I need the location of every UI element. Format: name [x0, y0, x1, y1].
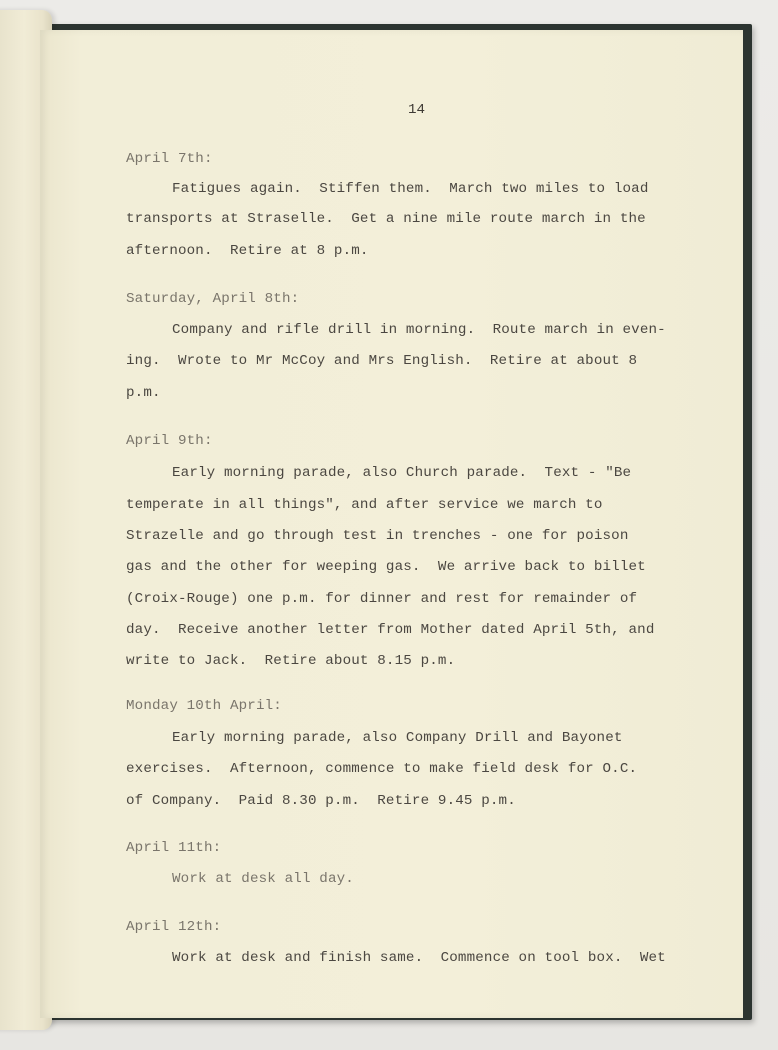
entry-heading: April 9th: [126, 433, 213, 449]
entry-line: Work at desk all day. [172, 871, 354, 887]
entry-line: day. Receive another letter from Mother dated April 5th, and [126, 622, 655, 638]
entry-line: Early morning parade, also Church parade. Text - "Be [172, 465, 632, 481]
entry-line: gas and the other for weeping gas. We arrive back to billet [126, 559, 646, 575]
entry-heading: Monday 10th April: [126, 698, 282, 714]
entry-heading: April 11th: [126, 840, 222, 856]
entry-line: Company and rifle drill in morning. Route march in even- [172, 322, 666, 338]
entry-line: Fatigues again. Stiffen them. March two miles to load [172, 181, 649, 197]
entry-line: transports at Straselle. Get a nine mile route march in the [126, 211, 646, 227]
entry-line: afternoon. Retire at 8 p.m. [126, 243, 369, 259]
entry-line: (Croix-Rouge) one p.m. for dinner and rest for remainder of [126, 591, 638, 607]
entry-heading: Saturday, April 8th: [126, 291, 300, 307]
entry-line: Work at desk and finish same. Commence on tool box. Wet [172, 950, 666, 966]
entry-line: of Company. Paid 8.30 p.m. Retire 9.45 p.m. [126, 793, 516, 809]
page-number: 14 [408, 102, 426, 118]
entry-line: exercises. Afternoon, commence to make field desk for O.C. [126, 761, 638, 777]
entry-heading: April 12th: [126, 919, 222, 935]
entry-line: write to Jack. Retire about 8.15 p.m. [126, 653, 456, 669]
entry-heading: April 7th: [126, 151, 213, 167]
diary-text [126, 30, 726, 966]
typewritten-page [40, 30, 743, 1018]
entry-line: Early morning parade, also Company Drill and Bayonet [172, 730, 623, 746]
entry-line: p.m. [126, 385, 161, 401]
entry-line: ing. Wrote to Mr McCoy and Mrs English. Retire at about 8 [126, 353, 638, 369]
entry-line: Strazelle and go through test in trenches - one for poison [126, 528, 629, 544]
entry-line: temperate in all things", and after service we march to [126, 497, 603, 513]
